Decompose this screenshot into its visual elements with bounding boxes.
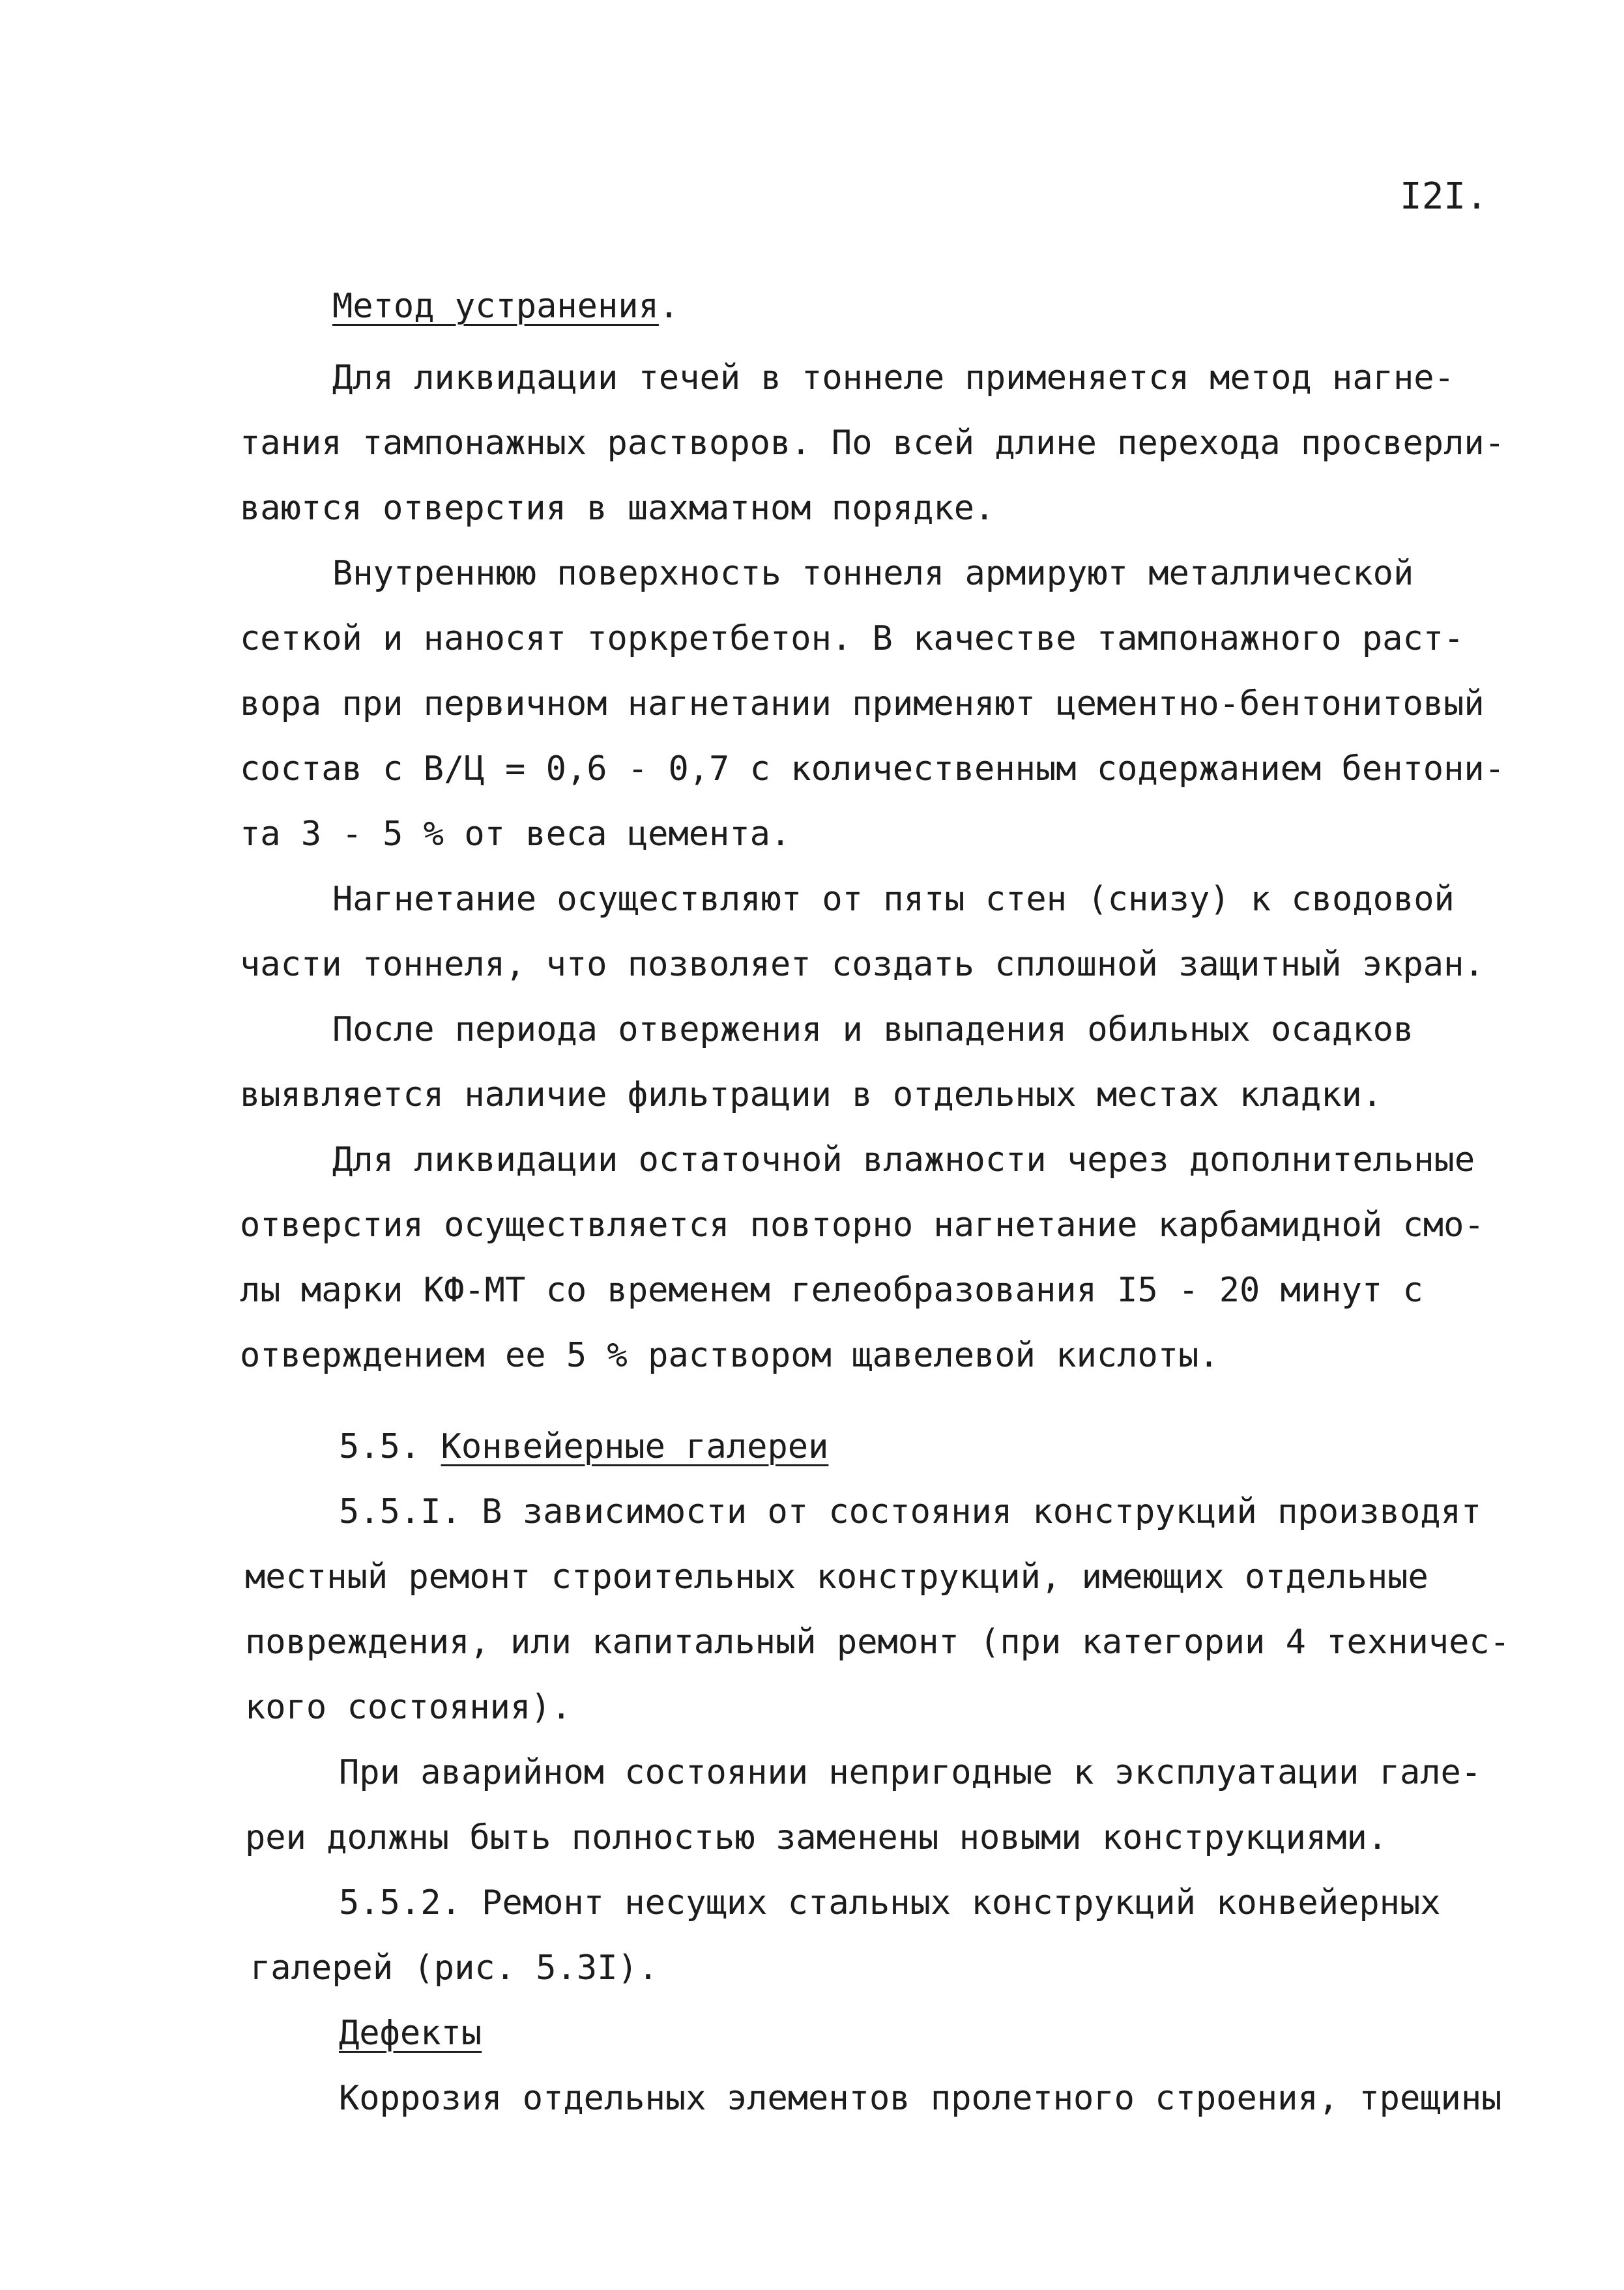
section-heading-galleries [339,1421,828,1473]
section-title: Конвейерные галереи [441,1427,829,1466]
text-line: реи должны быть полностью заменены новыми конструкциями. [245,1818,1388,1857]
heading-defects-text: Дефекты [339,2014,482,2053]
text-line: Для ликвидации остаточной влажности через дополнительные [332,1140,1475,1180]
text-line: состав с В/Ц = 0,6 - 0,7 с количественным содержанием бентони- [240,749,1505,789]
text-line: части тоннеля, что позволяет создать сплошной защитный экран. [240,945,1485,984]
text-line: та 3 - 5 % от веса цемента. [240,815,791,854]
text-line: 5.5.2. Ремонт несущих стальных конструкций конвейерных [339,1883,1441,1922]
text-line: отверждением ее 5 % раствором щавелевой кислоты. [240,1336,1219,1375]
heading-method-period: . [658,287,680,326]
text-line: Коррозия отдельных элементов пролетного строения, трещины [339,2079,1502,2118]
text-line: кого состояния). [245,1688,572,1727]
text-line: лы марки КФ-МТ со временем гелеобразования I5 - 20 минут с [240,1271,1423,1310]
text-line: выявляется наличие фильтрации в отдельных местах кладки. [240,1075,1383,1114]
page-number: I2I. [1400,175,1488,218]
text-line: сеткой и наносят торкретбетон. В качестве тампонажного раст- [240,619,1464,658]
text-line: повреждения, или капитальный ремонт (при категории 4 техничес- [245,1623,1511,1662]
text-line: 5.5.I. В зависимости от состояния конструкций производят [339,1492,1482,1531]
section-number: 5.5. [339,1427,441,1466]
text-line: Нагнетание осуществляют от пяты стен (снизу) к сводовой [332,880,1455,919]
text-line: После периода отвержения и выпадения обильных осадков [332,1010,1414,1049]
text-line: тания тампонажных растворов. По всей длине перехода просверли- [240,424,1505,463]
heading-method-text: Метод устранения [332,287,659,326]
text-line: отверстия осуществляется повторно нагнетание карбамидной смо- [240,1206,1485,1245]
text-line: вора при первичном нагнетании применяют цементно-бентонитовый [240,684,1485,723]
section-heading-defects [339,2007,482,2059]
text-line: Для ликвидации течей в тоннеле применяется метод нагне- [332,358,1455,398]
text-line: местный ремонт строительных конструкций, имеющих отдельные [245,1558,1428,1597]
text-line: галерей (рис. 5.3I). [250,1949,659,1988]
text-line: ваются отверстия в шахматном порядке. [240,489,995,528]
section-heading-method [332,280,679,332]
text-line: При аварийном состоянии непригодные к эксплуатации гале- [339,1753,1482,1792]
text-line: Внутреннюю поверхность тоннеля армируют металлической [332,554,1414,593]
